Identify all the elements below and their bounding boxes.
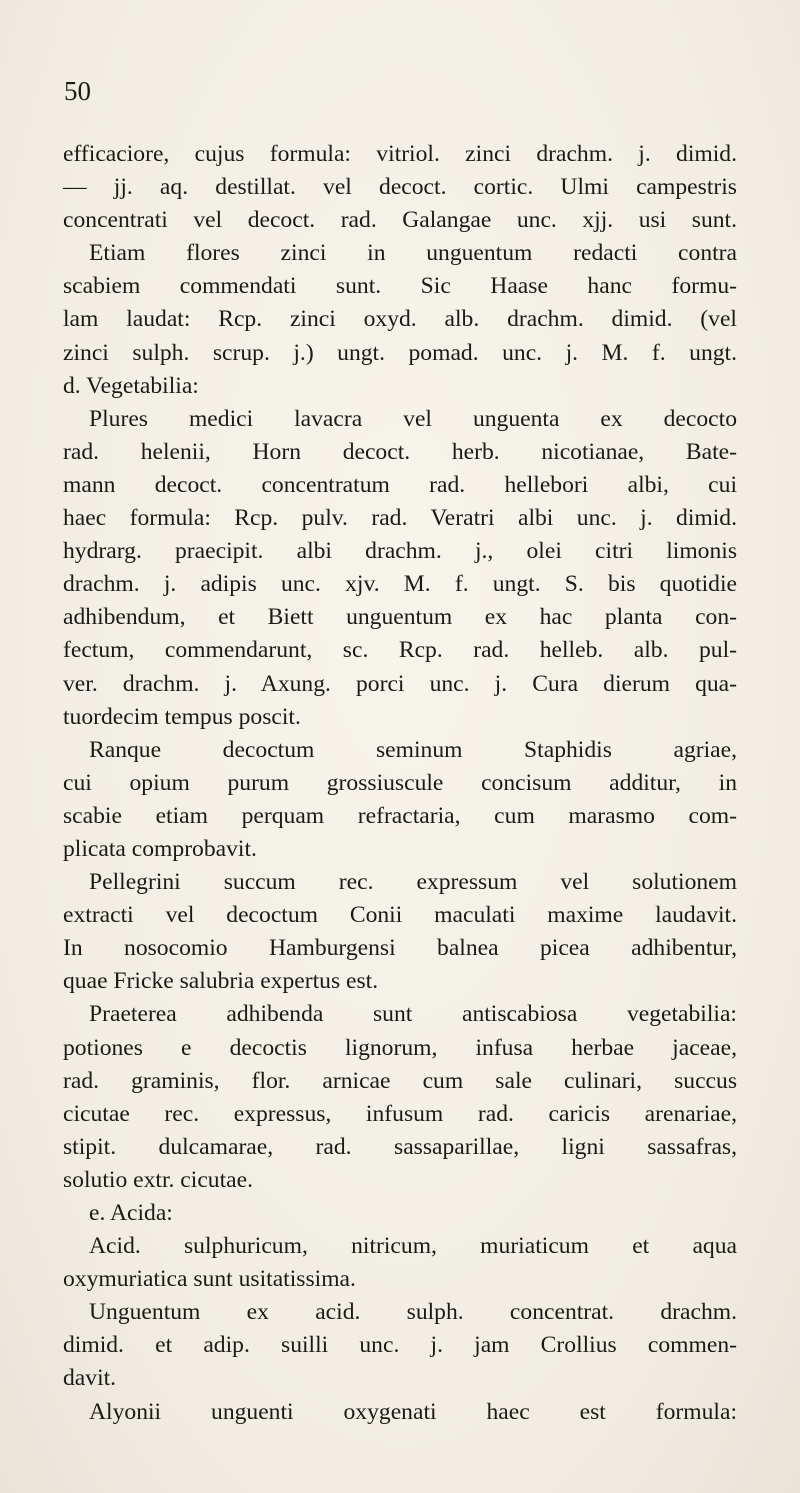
text-line: rad. graminis, flor. arnicae cum sale culinari, succus xyxy=(63,1067,737,1094)
text-line: oxymuriatica sunt usitatissima. xyxy=(63,1266,356,1293)
text-line: drachm. j. adipis unc. xjv. M. f. ungt. S. bis quotidie xyxy=(63,571,737,598)
text-line: rad. helenii, Horn decoct. herb. nicotianae, Bate- xyxy=(63,438,737,465)
page-number: 50 xyxy=(64,76,91,106)
text-line: Acid. sulphuricum, nitricum, muriaticum et aqua xyxy=(89,1233,737,1260)
text-line: hydrarg. praecipit. albi drachm. j., olei citri limonis xyxy=(63,538,737,565)
text-line: Alyonii unguenti oxygenati haec est formula: xyxy=(89,1398,737,1425)
text-line: solutio extr. cicutae. xyxy=(63,1166,254,1193)
text-line: cicutae rec. expressus, infusum rad. caricis arenariae, xyxy=(63,1100,737,1127)
text-line: d. Vegetabilia: xyxy=(63,372,199,399)
text-line: davit. xyxy=(63,1365,117,1392)
text-line: adhibendum, et Biett unguentum ex hac planta con- xyxy=(63,604,737,631)
text-line: lam laudat: Rcp. zinci oxyd. alb. drachm. dimid. (vel xyxy=(63,306,737,333)
text-line: scabiem commendati sunt. Sic Haase hanc formu- xyxy=(63,273,737,300)
text-line: potiones e decoctis lignorum, infusa herbae jaceae, xyxy=(63,1034,737,1061)
text-line: Pellegrini succum rec. expressum vel solutionem xyxy=(89,869,737,896)
text-line: quae Fricke salubria expertus est. xyxy=(63,968,379,995)
text-line: Plures medici lavacra vel unguenta ex decocto xyxy=(89,405,737,432)
text-line: tuordecim tempus poscit. xyxy=(63,703,301,730)
text-line: haec formula: Rcp. pulv. rad. Veratri albi unc. j. dimid. xyxy=(63,505,737,532)
text-line: e. Acida: xyxy=(89,1200,173,1226)
text-line: cui opium purum grossiuscule concisum additur, in xyxy=(63,769,737,796)
text-line: dimid. et adip. suilli unc. j. jam Crollius commen- xyxy=(63,1332,737,1359)
text-line: — jj. aq. destillat. vel decoct. cortic. Ulmi campestris xyxy=(63,174,737,201)
body-text xyxy=(63,138,737,1429)
text-line: ver. drachm. j. Axung. porci unc. j. Cura dierum qua- xyxy=(63,670,737,697)
text-line: concentrati vel decoct. rad. Galangae unc. xjj. usi sunt. xyxy=(63,207,737,234)
text-line: In nosocomio Hamburgensi balnea picea adhibentur, xyxy=(63,935,737,962)
text-line: scabie etiam perquam refractaria, cum marasmo com- xyxy=(63,802,737,829)
text-line: Unguentum ex acid. sulph. concentrat. drachm. xyxy=(89,1299,737,1326)
text-line: efficaciore, cujus formula: vitriol. zinci drachm. j. dimid. xyxy=(63,141,737,167)
text-line: Praeterea adhibenda sunt antiscabiosa vegetabilia: xyxy=(89,1001,737,1028)
text-line: zinci sulph. scrup. j.) ungt. pomad. unc. j. M. f. ungt. xyxy=(63,339,737,366)
text-line: Ranque decoctum seminum Staphidis agriae, xyxy=(89,736,737,763)
text-line: fectum, commendarunt, sc. Rcp. rad. helleb. alb. pul- xyxy=(63,637,737,664)
text-line: stipit. dulcamarae, rad. sassaparillae, ligni sassafras, xyxy=(63,1133,737,1160)
text-line: extracti vel decoctum Conii maculati maxime laudavit. xyxy=(63,902,737,929)
text-line: plicata comprobavit. xyxy=(63,835,257,862)
text-line: mann decoct. concentratum rad. hellebori albi, cui xyxy=(63,471,737,498)
text-line: Etiam flores zinci in unguentum redacti contra xyxy=(89,240,737,267)
